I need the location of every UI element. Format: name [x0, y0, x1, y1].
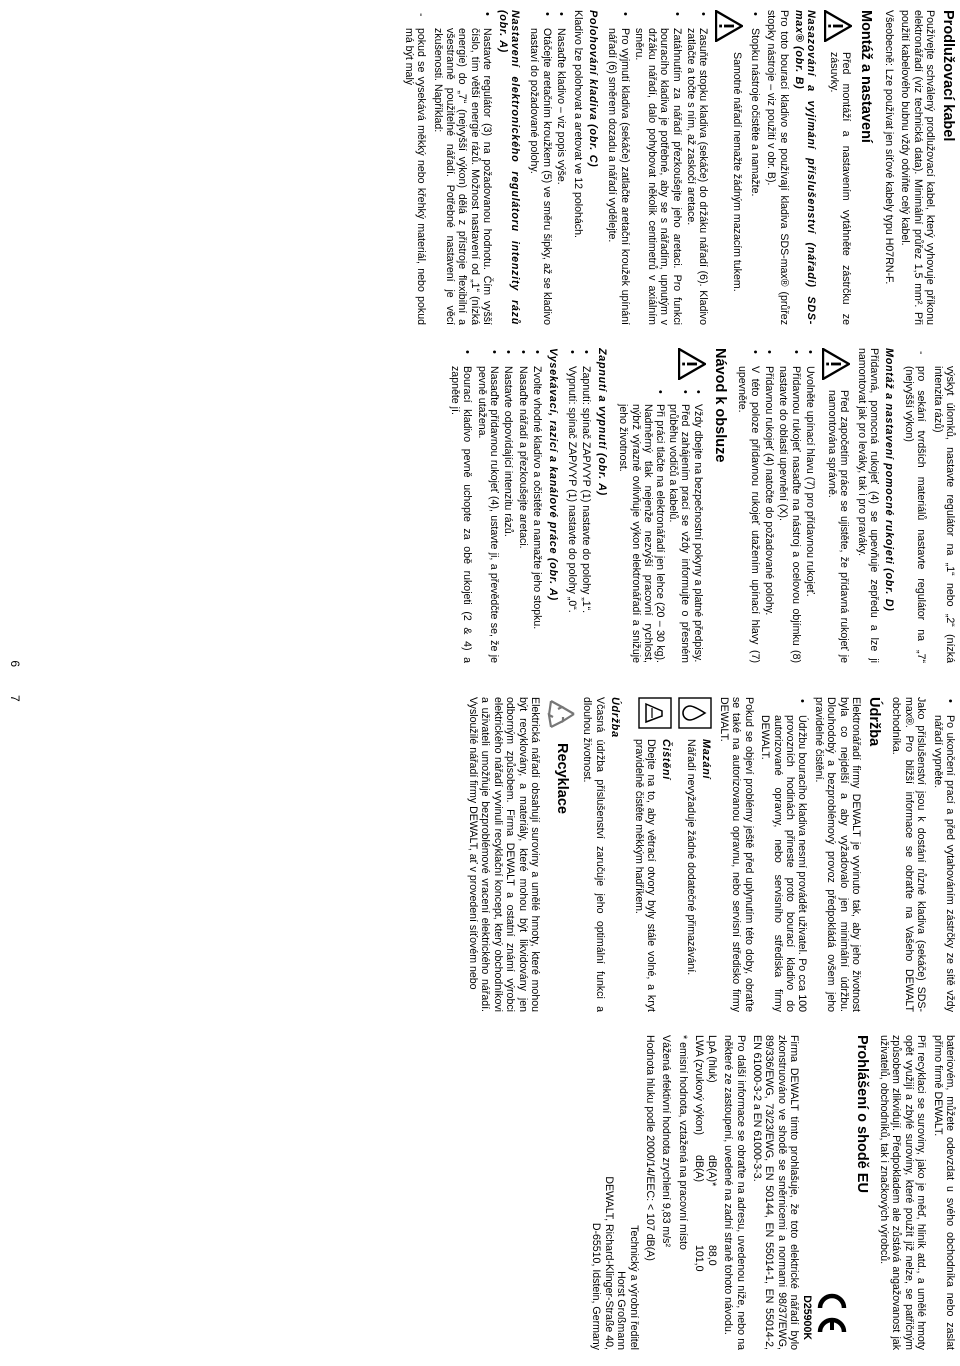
- cleaning-cloth-icon: [639, 697, 673, 729]
- extension-cable-text: Používejte schválený prodlužovací kabel, který vyhovuje příkonu elektronářadí (viz technická data). Minimální průřez 1,5 mm². Při použití kabelového bubnu vždy odviňte celý kabel.: [899, 10, 936, 325]
- heading-usage: Návod k obsluze: [711, 348, 728, 463]
- bullet-list: [606, 10, 709, 325]
- oil-drop-icon: [679, 697, 713, 729]
- heading-cleaning: Čištění: [660, 739, 673, 780]
- noise-label: LWA (zvukový výkon): [693, 1035, 706, 1136]
- paragraph: Elektrická nářadí obsahují suroviny a umělé hmoty, které mohou být recyklovány, a materiály, které mohou být likvidovány jen odborným způsobem. Firma DEWALT a ostatní známí výrobci elektrického nářadí vyvinuli recyklační koncept, který obchodníkovi a uživateli umožňuje bezproblémové vracení elektrického nářadí. Vysloužilé nářadí firmy DEWALT, ať v provedení síťovém nebo: [467, 697, 542, 1012]
- list-item: • Před zahájením prací se vždy informujte o přesném průběhu vodičů a kabelů.: [667, 390, 692, 663]
- recycling-icon: [545, 697, 577, 731]
- warning-triangle-icon: [824, 10, 852, 42]
- model-number: D25900K: [800, 1295, 813, 1340]
- bullet-list: [736, 348, 816, 663]
- list-item: - pokud se vysekává měkký nebo křehký materiál, nebo pokud má být malý: [402, 10, 427, 325]
- bullet-list: [566, 348, 593, 663]
- list-item: • Nasaďte přídavnou rukojeť (4), ustavte ji, a převědčte se, že je pevně utažena.: [475, 348, 500, 663]
- list-item: • Po ukončení prací a před vytahováním zástrčky ze sítě vždy nářadí vypněte.: [931, 697, 956, 1012]
- paragraph: Kladivo lze polohovat a aretovat ve 12 polohách.: [571, 10, 584, 238]
- list-item: • Zvolte vhodné kladivo a očistěte a namažte jeho stopku.: [531, 348, 543, 663]
- list-item: • Údržbu bouracího kladiva nesmí provádět uživatel. Po cca 100 provozních hodinách přineste proto bourací kladivo do autorizované opravny, nebo servisního střediska firmy DEWALT.: [759, 697, 809, 1012]
- paragraph: Firma DEWALT tímto prohlašuje, že toto elektrické nářadí bylo zkonstruováno ve shodě se směrnicemi a normami 98/37/EWG, 89/336/EWG, 73/23/EWG, EN 50144, EN 55014-1, EN 55014-2, EN 61000-3-2 a EN 61000-3-3.: [750, 1035, 801, 1350]
- lubrication-block: [679, 697, 713, 1012]
- heading-switch: Zapnutí a vypnutí (obr. A): [595, 348, 608, 496]
- list-item: • Stopku nástroje očistěte a namažte.: [748, 10, 760, 325]
- company-address: DEWALT, Richard-Klinger-Straße 40,: [602, 1176, 615, 1350]
- signatory-title: Technický a výrobní ředitel: [627, 1225, 640, 1350]
- list-item: • Nastavte odpovídající intenzitu rázů.: [502, 348, 514, 663]
- list-item: • Nasaďte kladivo – viz popis výše.: [555, 10, 567, 325]
- right-column-2: [31, 1035, 956, 1350]
- heading-chiselling: Vysekávací, razicí a kanálové práce (obr. A): [546, 348, 559, 601]
- page-number: 7: [8, 695, 22, 702]
- warning-triangle-icon: [715, 10, 743, 42]
- bullet-list: [528, 10, 567, 325]
- paragraph: Elektronářadí firmy DEWALT je vyvinuto tak, aby jeho životnost byla co nejdelší a aby vyžadovalo jen minimální údržbu. Dlouhodobý a bezproblémový provoz předpokládá ovšem jeho pravidelné čistění.: [812, 697, 862, 1012]
- dash-list: [402, 10, 427, 325]
- warning-block: [715, 10, 743, 325]
- ce-mark-icon: [815, 1286, 849, 1338]
- signatory-name: Horst Großmann: [615, 1271, 628, 1350]
- noise-unit: dB(A)*: [705, 1155, 718, 1187]
- warning-triangle-icon: [822, 348, 850, 380]
- noise-value: 101,0: [693, 1245, 706, 1272]
- recycle-heading-row: [545, 697, 577, 1012]
- noise-directive: Hodnota hluku podle 2000/14/EEC: < 107 dB(A): [644, 1035, 657, 1261]
- paragraph: Nářadí nevyžaduje žádné dodatečné přimazávání.: [685, 739, 698, 976]
- list-item: • Vždy dbejte na bezpečnostní pokyny a platné předpisy.: [691, 390, 703, 663]
- warning-block: [822, 348, 850, 663]
- bullet-list: [931, 697, 956, 1012]
- bullet-list: [759, 697, 809, 1012]
- list-item: • V této poloze přídavnou rukojeť utažením upínací hlavy (7) upevněte.: [736, 348, 761, 663]
- vibration-value: Vážená efektivní hodnota zrychlení 9,83 m/s²: [660, 1035, 673, 1247]
- ce-mark: [815, 1035, 849, 1338]
- paragraph: Pro toto bourací kladivo se používají kladiva SDS-max® (průřez stopky nástroje – viz použití v obr. B).: [765, 10, 790, 325]
- heading-maintenance: Údržba: [865, 697, 882, 747]
- dash-list: [902, 348, 927, 663]
- sub-bullet-list: [617, 390, 704, 663]
- bullet-list: [748, 10, 760, 325]
- heading-positioning: Polohování kladiva (obr. C): [587, 10, 600, 168]
- left-column-1: [31, 10, 956, 325]
- list-item: • Nasaďte nářadí a přezkoušejte aretaci.: [516, 348, 528, 663]
- heading-auxiliary-handle: Montáž a nastavení pomocné rukojeti (obr. D): [883, 348, 896, 612]
- warning-triangle-icon: [678, 348, 706, 380]
- noise-table: [693, 1035, 718, 1350]
- heading-assembly: Montáž a nastavení: [858, 10, 875, 143]
- paragraph: Jako příslušenství jsou k dostání různé kladiva (sekáče) SDS-max®. Pro bližší informace se obraťte na Vašeho DEWALT obchodníka.: [890, 697, 928, 1012]
- noise-value: 88,0: [705, 1245, 718, 1266]
- paragraph: výskyt úlomků, nastavte regulátor na „1“ nebo „2“ (nízká intenzita rázů): [931, 366, 956, 663]
- heading-eu-declaration: Prohlášení o shodě EU: [853, 1035, 870, 1193]
- right-column-1: [31, 697, 956, 1012]
- list-item: • Přídavnou rukojeť (4) natočte do požadované polohy.: [763, 348, 775, 663]
- bullet-list: [431, 10, 493, 325]
- heading-regulator: Nastavení elektronického regulátoru intenzity rázů (obr. A): [496, 10, 522, 325]
- paragraph: Pro další informace se obraťte na adresu, uvedenou níže, nebo na některé ze zastoupení, uvedené na zadní straně tohoto návodu.: [722, 1035, 747, 1350]
- heading-recycling: Recyklace: [553, 743, 570, 814]
- list-item: - pro sekání tvrdších materiálů nastavte regulátor na „7“ (nejvyšší výkon): [902, 348, 927, 663]
- noise-footnote: * emisní hodnota, vztažená na pracovní místo: [676, 1035, 689, 1250]
- list-item: • Nastavte regulátor (3) na požadovanou hodnotu. Čím vyšší číslo, tím větší energie rázů. Možnost nastavení od „1“ (nízká energie) do „7“ (nejvyšší výkon) dělá z přístroje flexibilní a všestranně použitelné nářadí. Potřebné nastavení je věcí zkušenosti. Například:: [431, 10, 493, 325]
- list-item: • Zapnutí: spínač ZAP/VYP (1) nastavte do polohy „1“.: [580, 348, 592, 663]
- bullet-list: [448, 348, 543, 663]
- list-item: • Vypnutí: spínač ZAP/VYP (1) nastavte do polohy „0“.: [566, 348, 578, 663]
- page-7: [0, 683, 960, 1366]
- paragraph: Přídavná, pomocná rukojeť (4) se upevňuje zepředu a lze ji namontovat jak pro leváky, tak i pro praváky.: [855, 348, 880, 663]
- list-item: • Zatáhnutím za nářadí přezkoušejte jeho aretaci. Pro funkci bouracího kladiva je potřebné, aby se s nářadím, upnutým v držáku nářadí, dalo pohybovat několik centimetrů v axiálním směru.: [633, 10, 683, 325]
- noise-label: LpA (hluk): [705, 1035, 718, 1083]
- paragraph: Při recyklaci se suroviny, jako je měď, hliník atd., a umělé hmoty opět využijí a zbylé suroviny, které použít již nelze, se patřičným způsobem zlikvidují. Předpokladem ale zůstává angažovanost jak uživatelů, obchodníků, tak i značkových výrobců.: [877, 1035, 928, 1350]
- company-city: D-65510, Idstein, Germany: [590, 1222, 603, 1350]
- warning-text: Samotné nářadí nemažte žádným mazacím tukem.: [731, 52, 744, 292]
- list-item: • Bourací kladivo pevně uchopte za obě rukojeti (2 & 4) a zapněte jí.: [448, 348, 473, 663]
- heading-accessory-care: Údržba: [609, 697, 622, 738]
- warning-text: Před montáží a nastavením vytáhněte zástrčku ze zásuvky.: [827, 52, 853, 325]
- list-item: • Zasuňte stopku kladiva (sekáče) do držáku nářadí (6). Kladivo zatlačte a točte s ním, až zaskočí aretace.: [685, 10, 710, 325]
- heading-insert-accessories: Nasazování a vyjímání příslušenství (nářadí) SDS-max® (obr. B): [792, 10, 818, 325]
- warning-text: Před započetím práce se ujistěte, že přídavná rukojeť je namontována správně.: [825, 390, 851, 663]
- list-item: • Při práci tlačte na elektronářadí jen lehce (20 – 30 kg). Nadměrný tlak nejenže nezvýší pracovní rychlost, nýbrž výrazně ovlivňuje výkon elektronářadí a snižuje jeho životnost.: [617, 390, 667, 663]
- heading-lubrication: Mazání: [700, 739, 713, 780]
- warning-block: [824, 10, 852, 325]
- cleaning-block: [628, 697, 672, 1012]
- extension-cable-general: Všeobecně: Lze používat jen síťové kabely typu H07RN-F.: [882, 10, 895, 285]
- paragraph: Dbejte na to, aby větrací otvory byly stále volné, a kryt pravidelně čistěte měkkým hadříkem.: [632, 739, 658, 1012]
- paragraph: Včasná údržba příslušenství zaručuje jeho optimální funkci a dlouhou životnost.: [581, 697, 606, 1012]
- signature-block: [590, 1035, 640, 1350]
- list-item: • Pro vyjmutí kladiva (sekáče) zatlačte aretační kroužek upínání nářadí (6) směrem dozadu a nářadí vydělejte.: [606, 10, 631, 325]
- warning-block: [615, 348, 706, 663]
- list-item: • Otáčejte aretačním kroužkem (5) ve směru šipky, až se kladivo nastaví do požadované polohy.: [528, 10, 553, 325]
- paragraph: bateriovém, můžete odevzdat u svého obchodníka nebo zaslat přímo firmě DEWALT.: [931, 1035, 956, 1350]
- list-item: • Přídavnou rukojeť nasaďte na nástroj a ocelovou objímku (8) nastavte do oblasti upevnění (X).: [777, 348, 802, 663]
- heading-extension-cable: Prodlužovací kabel: [940, 10, 956, 142]
- list-item: • Uvolněte upínací hlavu (7) pro přídavnou rukojeť.: [804, 348, 816, 663]
- left-column-2: [31, 348, 956, 663]
- paragraph: Pokud se objeví problémy ještě před uplynutím této doby, obraťte se také na autorizovanou opravnu, nebo servisní středisko firmy DEWALT.: [717, 697, 755, 1012]
- noise-unit: dB(A): [693, 1155, 706, 1183]
- warning-list: [615, 390, 706, 663]
- page-number: 6: [8, 660, 22, 667]
